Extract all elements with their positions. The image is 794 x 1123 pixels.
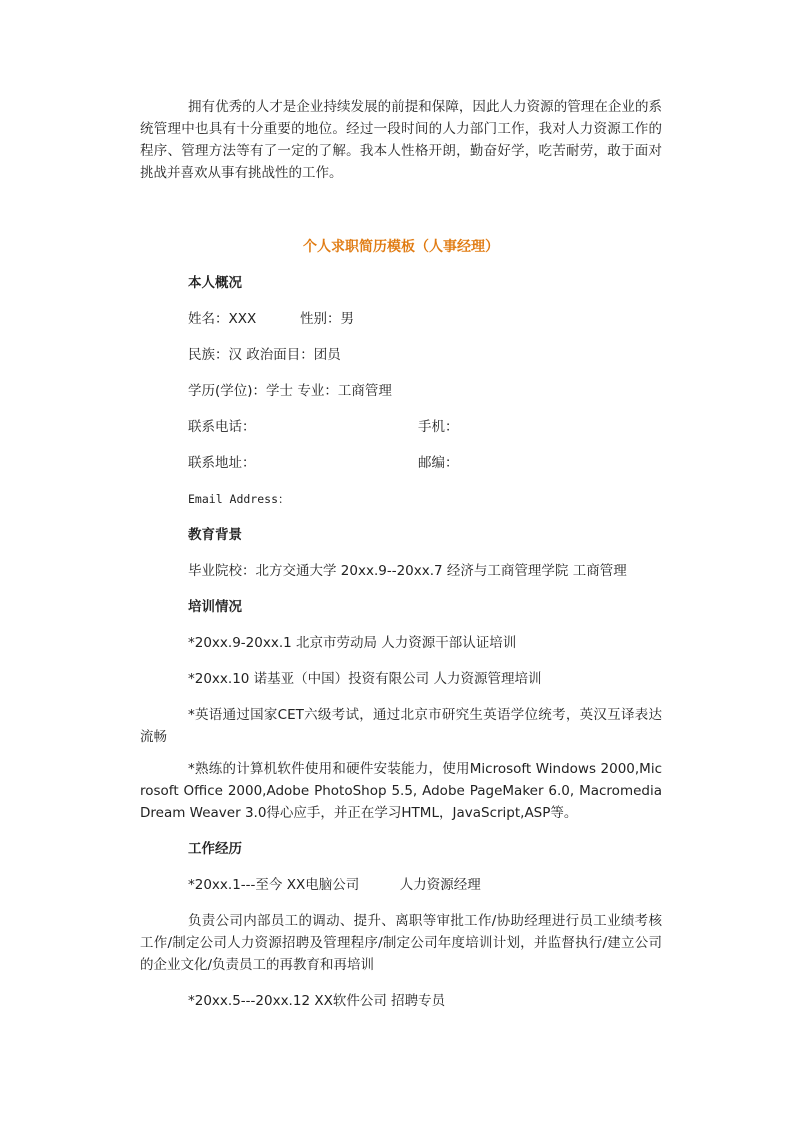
document-page <box>140 96 662 1026</box>
profile-ethnicity-politics: 民族：汉 政治面目：团员 <box>188 347 341 363</box>
profile-address: 联系地址： <box>188 455 256 471</box>
document-title: 个人求职简历模板（人事经理） <box>303 239 499 255</box>
profile-email: Email Address： <box>188 492 290 506</box>
profile-phone: 联系电话： <box>188 419 256 435</box>
training-computer: *熟练的计算机软件使用和硬件安装能力，使用Microsoft Windows 2000,Microsoft Office 2000,Adobe PhotoShop 5.5, Adobe PageMaker 6.0, Macromedia Dream Weaver 3.0得心应手，并正在学习HTML，JavaScript,ASP等。 <box>140 761 662 821</box>
profile-mobile: 手机： <box>418 419 459 435</box>
section-heading-work: 工作经历 <box>188 841 242 857</box>
intro-paragraph: 拥有优秀的人才是企业持续发展的前提和保障，因此人力资源的管理在企业的系统管理中也具有十分重要的地位。经过一段时间的人力部门工作，我对人力资源工作的程序、管理方法等有了一定的了解。我本人性格开朗，勤奋好学，吃苦耐劳，敢于面对挑战并喜欢从事有挑战性的工作。 <box>140 99 662 181</box>
profile-degree-major: 学历(学位)：学士 专业：工商管理 <box>188 383 392 399</box>
training-english: *英语通过国家CET六级考试，通过北京市研究生英语学位统考，英汉互译表达流畅 <box>140 707 662 745</box>
profile-postcode: 邮编： <box>418 455 459 471</box>
profile-phone-row <box>140 416 662 438</box>
profile-name-gender-row <box>140 308 662 330</box>
training-item: *20xx.10 诺基亚（中国）投资有限公司 人力资源管理培训 <box>188 671 542 687</box>
work-job1-title: *20xx.1---至今 XX电脑公司 人力资源经理 <box>188 877 481 893</box>
section-heading-profile: 本人概况 <box>188 275 242 291</box>
training-item: *20xx.9-20xx.1 北京市劳动局 人力资源干部认证培训 <box>188 635 517 651</box>
education-school: 毕业院校：北方交通大学 20xx.9--20xx.7 经济与工商管理学院 工商管理 <box>188 563 627 579</box>
profile-name: 姓名：XXX <box>188 311 257 327</box>
section-heading-education: 教育背景 <box>188 527 242 543</box>
profile-gender: 性别：男 <box>300 311 354 327</box>
work-job2-title: *20xx.5---20xx.12 XX软件公司 招聘专员 <box>188 993 446 1009</box>
profile-address-row <box>140 452 662 474</box>
section-heading-training: 培训情况 <box>188 599 242 615</box>
work-job1-description: 负责公司内部员工的调动、提升、离职等审批工作/协助经理进行员工业绩考核工作/制定公司人力资源招聘及管理程序/制定公司年度培训计划，并监督执行/建立公司的企业文化/负责员工的再教育和再培训 <box>140 913 662 973</box>
